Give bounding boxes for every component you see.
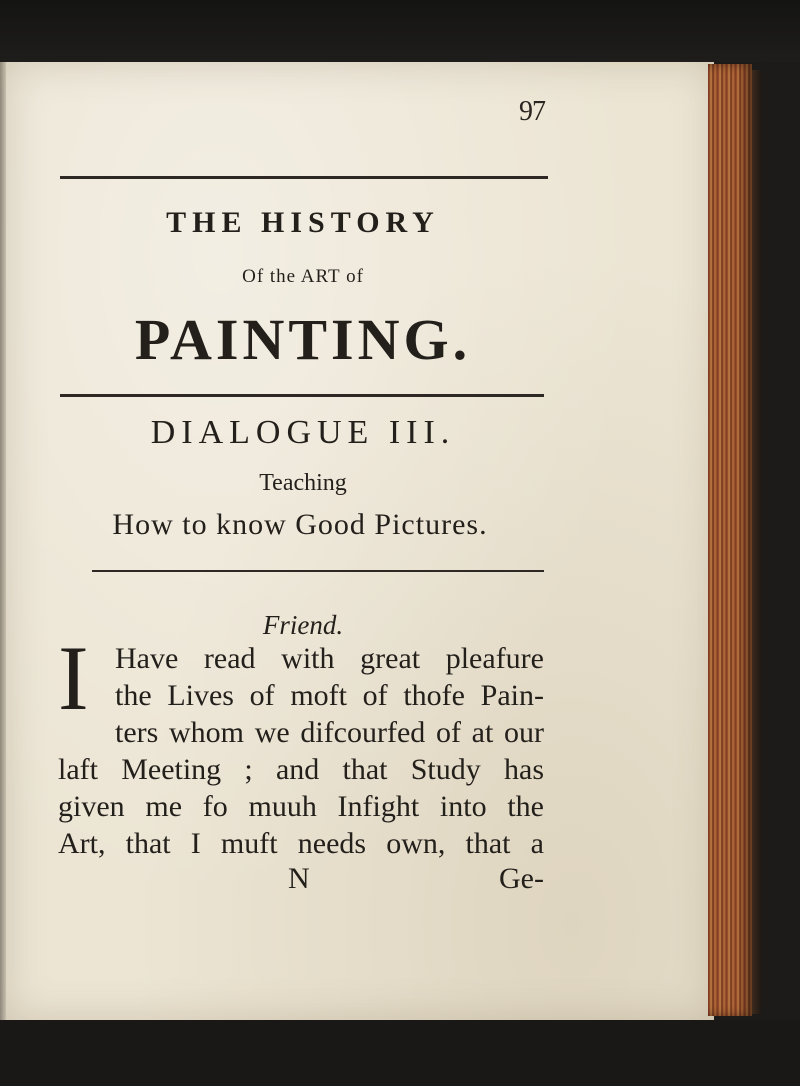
subject-heading: How to know Good Pictures.: [112, 508, 488, 541]
dialogue-heading: DIALOGUE III.: [150, 414, 456, 451]
title-history: THE HISTORY: [166, 206, 440, 239]
body-line: the Lives of moft of thofe Pain-: [115, 679, 544, 712]
body-line: Art, that I muft needs own, that a: [58, 827, 544, 860]
scan-background-bottom: [0, 1020, 800, 1086]
lower-rule: [92, 570, 544, 572]
book-cover-edge: [752, 70, 762, 1014]
title-painting: PAINTING.: [134, 307, 472, 372]
top-rule: [60, 176, 548, 179]
body-line: laft Meeting ; and that Study has: [58, 753, 544, 786]
scan-background-top: [0, 0, 800, 62]
speaker-name: Friend.: [262, 610, 344, 640]
title-art-of: Of the ART of: [242, 266, 364, 287]
body-line: ters whom we difcourfed of at our: [115, 716, 544, 749]
drop-cap: I: [58, 627, 89, 729]
page-number: 97: [519, 96, 545, 127]
body-line: given me fo muuh Infight into the: [58, 790, 544, 823]
body-line: Have read with great pleafure: [115, 642, 544, 675]
catch-row: [58, 862, 544, 902]
catchword: Ge-: [499, 862, 544, 895]
book-page-edges: [708, 64, 752, 1016]
body-text: [58, 627, 544, 862]
middle-rule: [60, 394, 544, 397]
teaching-label: Teaching: [259, 470, 347, 496]
signature-mark: N: [288, 862, 310, 895]
